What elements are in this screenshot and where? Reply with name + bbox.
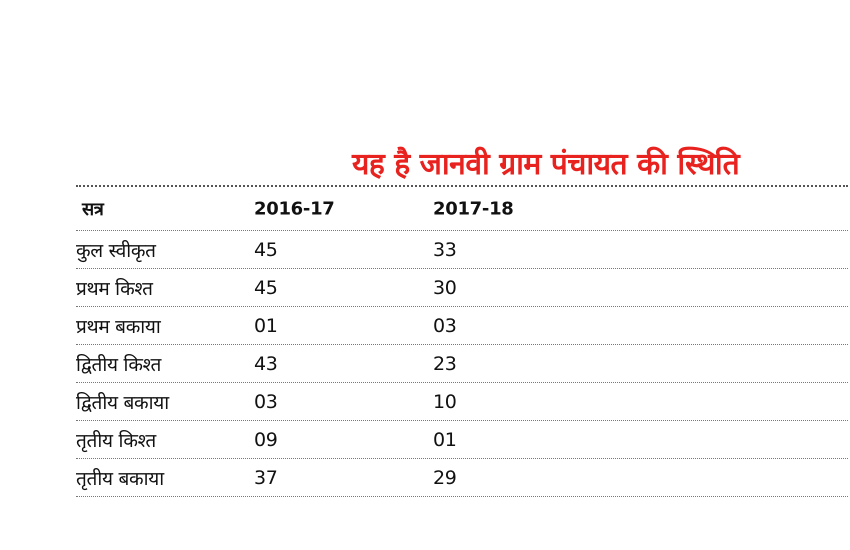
row-label: तृतीय किश्त xyxy=(76,429,156,452)
row-label: प्रथम किश्त xyxy=(76,277,153,300)
row-label: प्रथम बकाया xyxy=(76,315,161,338)
value-2016-17: 09 xyxy=(254,428,278,451)
table-row xyxy=(76,459,848,496)
row-label: द्वितीय किश्त xyxy=(76,353,161,376)
table-header-row xyxy=(76,187,848,230)
table-title: यह है जानवी ग्राम पंचायत की स्थिति xyxy=(352,147,740,182)
row-label: कुल स्वीकृत xyxy=(76,239,156,262)
value-2016-17: 45 xyxy=(254,276,278,299)
value-2017-18: 03 xyxy=(433,314,457,337)
table-row xyxy=(76,383,848,420)
header-2017-18: 2017-18 xyxy=(433,198,514,219)
value-2017-18: 33 xyxy=(433,238,457,261)
bottom-divider xyxy=(76,496,848,497)
header-session: सत्र xyxy=(82,198,104,220)
table-row xyxy=(76,345,848,382)
value-2017-18: 23 xyxy=(433,352,457,375)
row-label: द्वितीय बकाया xyxy=(76,391,169,414)
table-row xyxy=(76,269,848,306)
table-row xyxy=(76,421,848,458)
status-table xyxy=(76,185,848,497)
value-2016-17: 03 xyxy=(254,390,278,413)
value-2017-18: 10 xyxy=(433,390,457,413)
table-row xyxy=(76,231,848,268)
value-2017-18: 30 xyxy=(433,276,457,299)
table-row xyxy=(76,307,848,344)
row-label: तृतीय बकाया xyxy=(76,467,164,490)
value-2016-17: 01 xyxy=(254,314,278,337)
value-2017-18: 29 xyxy=(433,466,457,489)
value-2016-17: 43 xyxy=(254,352,278,375)
value-2017-18: 01 xyxy=(433,428,457,451)
header-2016-17: 2016-17 xyxy=(254,198,335,219)
value-2016-17: 45 xyxy=(254,238,278,261)
value-2016-17: 37 xyxy=(254,466,278,489)
